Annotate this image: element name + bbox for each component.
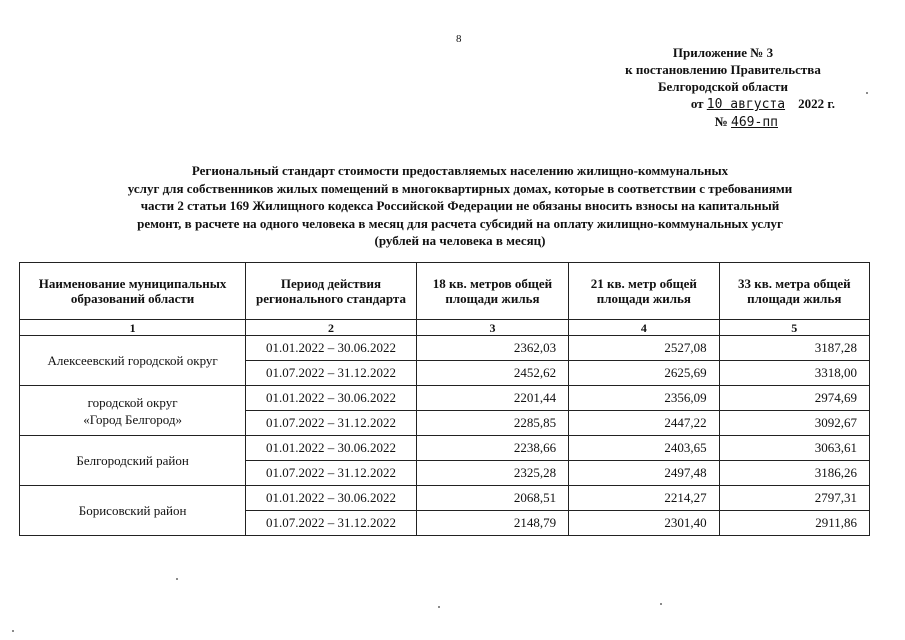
period-cell: 01.01.2022 – 30.06.2022 — [246, 386, 417, 411]
municipality-name — [20, 336, 246, 386]
table-row — [20, 336, 870, 361]
period-cell: 01.01.2022 – 30.06.2022 — [246, 436, 417, 461]
table-header-row — [20, 263, 870, 320]
scan-speck — [438, 606, 440, 608]
value-21sqm: 2356,09 — [569, 386, 719, 411]
column-number: 2 — [246, 320, 417, 336]
appendix-line-3: Белгородской области — [657, 79, 789, 94]
number-prefix: № — [714, 114, 728, 129]
standards-table — [19, 262, 870, 536]
value-18sqm: 2201,44 — [416, 386, 568, 411]
value-18sqm: 2362,03 — [416, 336, 568, 361]
municipality-name-line: «Город Белгород» — [83, 411, 183, 427]
column-number: 4 — [569, 320, 719, 336]
value-21sqm: 2497,48 — [569, 461, 719, 486]
column-number: 1 — [20, 320, 246, 336]
value-18sqm: 2148,79 — [416, 511, 568, 536]
value-33sqm: 3092,67 — [719, 411, 869, 436]
value-18sqm: 2238,66 — [416, 436, 568, 461]
column-number-row — [20, 320, 870, 336]
appendix-title: Приложение № 3 — [672, 45, 774, 60]
municipality-name-line: Борисовский район — [78, 503, 187, 518]
appendix-number — [593, 113, 853, 131]
column-number: 3 — [416, 320, 568, 336]
scan-speck — [866, 92, 868, 94]
municipality-name-line: Белгородский район — [76, 453, 189, 468]
value-18sqm: 2285,85 — [416, 411, 568, 436]
value-33sqm: 2797,31 — [719, 486, 869, 511]
appendix-date — [593, 95, 853, 113]
value-21sqm: 2214,27 — [569, 486, 719, 511]
appendix-line-2: к постановлению Правительства — [625, 62, 821, 77]
title-line-3: части 2 статьи 169 Жилищного кодекса Российской Федерации не обязаны вносить взносы на капитальный — [140, 198, 780, 213]
header-18sqm: 18 кв. метров общей площади жилья — [416, 263, 568, 320]
period-cell: 01.07.2022 – 31.12.2022 — [246, 411, 417, 436]
header-period: Период действия регионального стандарта — [246, 263, 417, 320]
value-33sqm: 3187,28 — [719, 336, 869, 361]
municipality-name-line: Алексеевский городской округ — [47, 353, 218, 368]
title-line-4: ремонт, в расчете на одного человека в месяц для расчета субсидий на оплату жилищно-коммунальных услуг — [137, 215, 783, 231]
header-33sqm: 33 кв. метра общей площади жилья — [719, 263, 869, 320]
handwritten-date: 10 августа — [706, 97, 786, 112]
value-33sqm: 2911,86 — [719, 511, 869, 536]
value-21sqm: 2403,65 — [569, 436, 719, 461]
scan-speck — [12, 630, 14, 632]
value-21sqm: 2301,40 — [569, 511, 719, 536]
column-number: 5 — [719, 320, 869, 336]
value-33sqm: 2974,69 — [719, 386, 869, 411]
scan-speck — [660, 603, 662, 605]
period-cell: 01.01.2022 – 30.06.2022 — [246, 336, 417, 361]
value-33sqm: 3186,26 — [719, 461, 869, 486]
value-21sqm: 2447,22 — [569, 411, 719, 436]
title-line-2: услуг для собственников жилых помещений в многоквартирных домах, которые в соответствии с требованиями — [127, 180, 793, 196]
handwritten-number: 469-пп — [731, 115, 778, 130]
value-21sqm: 2527,08 — [569, 336, 719, 361]
appendix-block — [593, 44, 853, 131]
document-title — [40, 162, 880, 250]
municipality-name — [20, 486, 246, 536]
value-21sqm: 2625,69 — [569, 361, 719, 386]
title-line-1: Региональный стандарт стоимости предоставляемых населению жилищно-коммунальных — [191, 163, 729, 178]
table-row — [20, 486, 870, 511]
value-33sqm: 3318,00 — [719, 361, 869, 386]
scan-speck — [176, 578, 178, 580]
municipality-name-line: городской округ — [87, 394, 178, 410]
municipality-name — [20, 386, 246, 436]
period-cell: 01.01.2022 – 30.06.2022 — [246, 486, 417, 511]
header-municipality: Наименование муниципальных образований области — [20, 263, 246, 320]
table-row — [20, 386, 870, 411]
date-prefix: от — [690, 96, 704, 111]
page-number: 8 — [456, 33, 462, 45]
date-year: 2022 г. — [798, 96, 835, 111]
period-cell: 01.07.2022 – 31.12.2022 — [246, 361, 417, 386]
title-units: (рублей на человека в месяц) — [374, 233, 546, 248]
period-cell: 01.07.2022 – 31.12.2022 — [246, 461, 417, 486]
value-18sqm: 2325,28 — [416, 461, 568, 486]
value-18sqm: 2452,62 — [416, 361, 568, 386]
table-row — [20, 436, 870, 461]
header-21sqm: 21 кв. метр общей площади жилья — [569, 263, 719, 320]
value-18sqm: 2068,51 — [416, 486, 568, 511]
value-33sqm: 3063,61 — [719, 436, 869, 461]
period-cell: 01.07.2022 – 31.12.2022 — [246, 511, 417, 536]
municipality-name — [20, 436, 246, 486]
